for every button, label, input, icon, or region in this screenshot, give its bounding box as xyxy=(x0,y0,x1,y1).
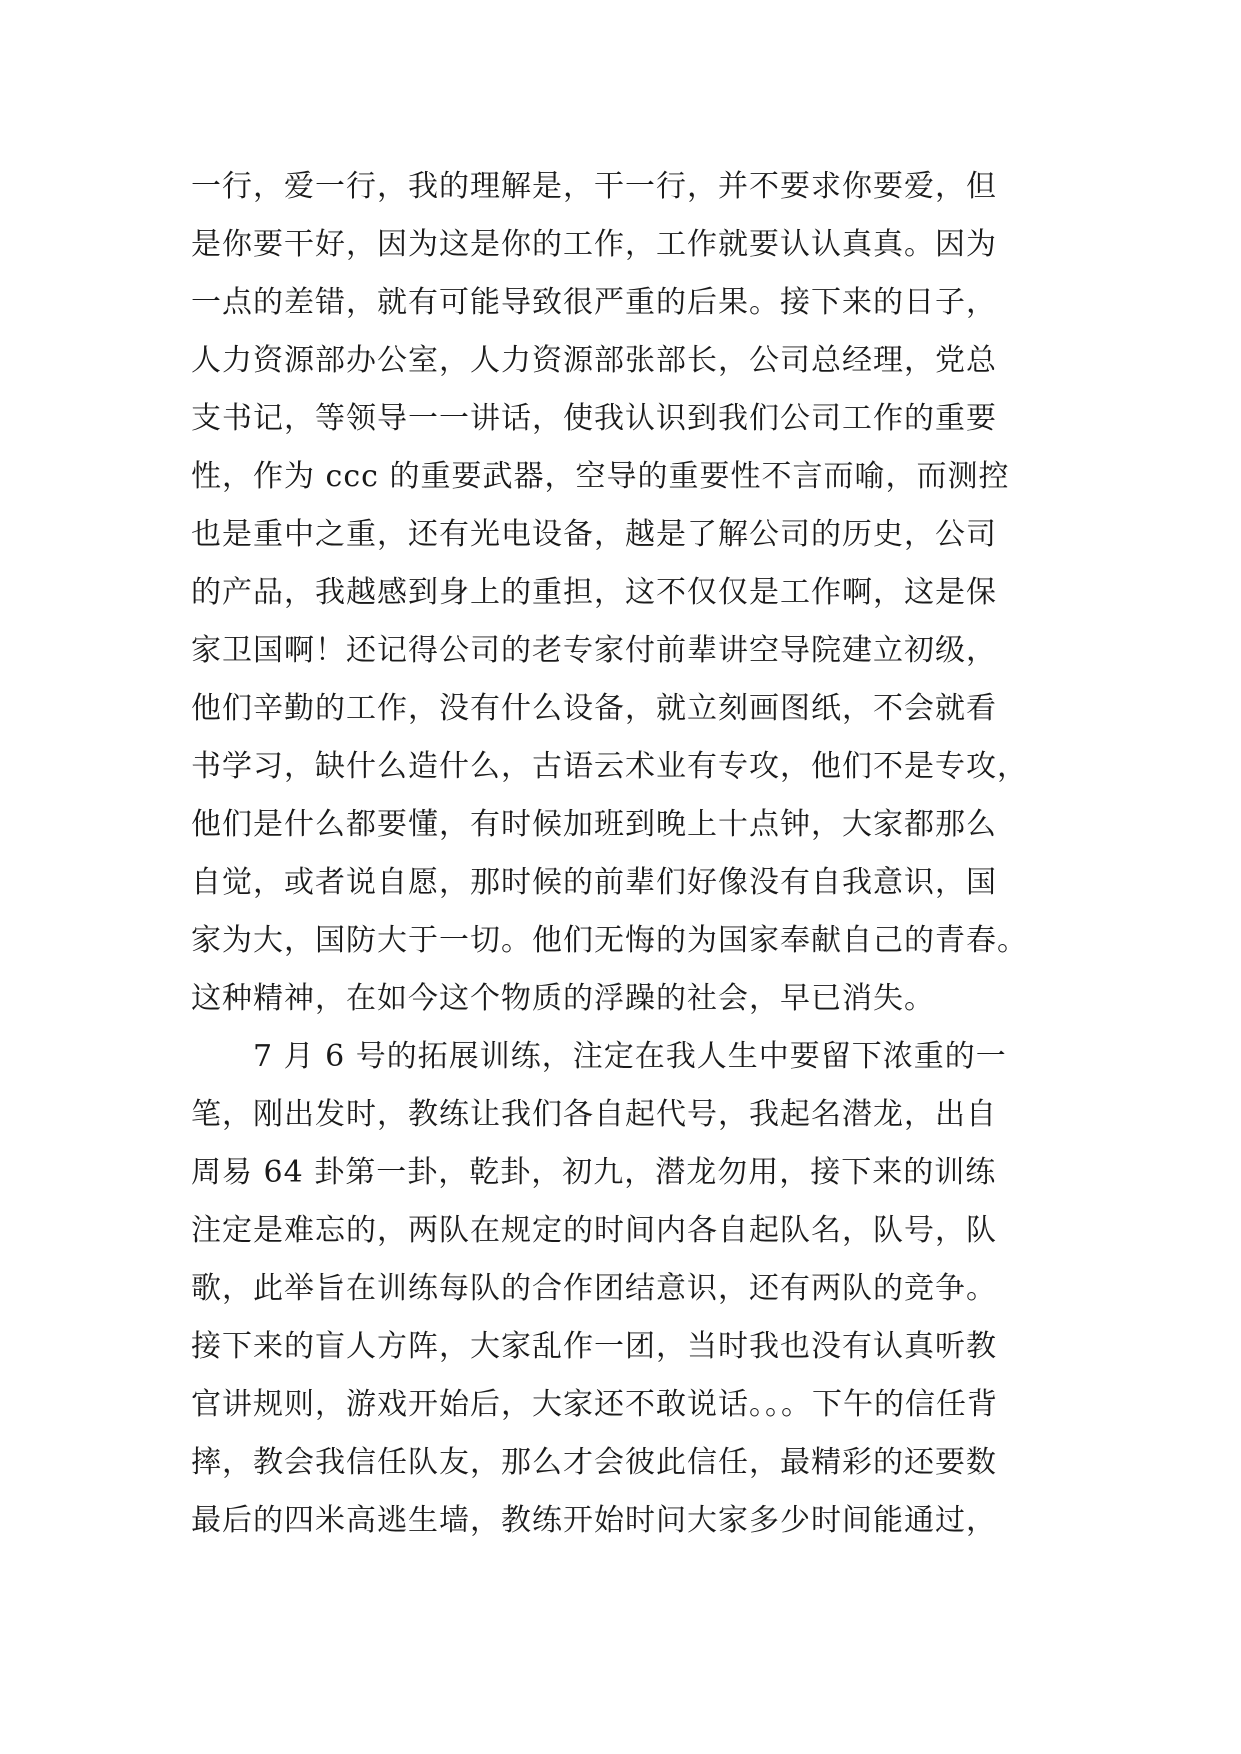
text-line: 他们是什么都要懂，有时候加班到晚上十点钟，大家都那么 xyxy=(191,807,997,842)
text-line: 官讲规则，游戏开始后，大家还不敢说话。。。下午的信任背 xyxy=(191,1387,998,1422)
text-line: 自觉，或者说自愿，那时候的前辈们好像没有自我意识，国 xyxy=(191,865,997,900)
text-line: 这种精神，在如今这个物质的浮躁的社会，早已消失。 xyxy=(191,981,935,1016)
text-line: 一行，爱一行，我的理解是，干一行，并不要求你要爱，但 xyxy=(191,169,997,204)
text-line: 笔，刚出发时，教练让我们各自起代号，我起名潜龙，出自 xyxy=(191,1097,997,1132)
text-line: 周易 64 卦第一卦，乾卦，初九，潜龙勿用，接下来的训练 xyxy=(191,1155,997,1190)
text-line: 人力资源部办公室，人力资源部张部长，公司总经理，党总 xyxy=(191,343,997,378)
document-body xyxy=(191,158,1051,1550)
paragraph-2 xyxy=(191,1028,1051,1550)
text-line: 家为大，国防大于一切。他们无悔的为国家奉献自己的青春。 xyxy=(191,923,1028,958)
text-line: 性，作为 ccc 的重要武器，空导的重要性不言而喻，而测控 xyxy=(191,459,1010,494)
text-line: 也是重中之重，还有光电设备，越是了解公司的历史，公司 xyxy=(191,517,997,552)
text-line: 7 月 6 号的拓展训练，注定在我人生中要留下浓重的一 xyxy=(253,1039,1007,1074)
text-line: 最后的四米高逃生墙，教练开始时问大家多少时间能通过， xyxy=(191,1503,997,1538)
text-line: 家卫国啊！还记得公司的老专家付前辈讲空导院建立初级， xyxy=(191,633,997,668)
text-line: 支书记，等领导一一讲话，使我认识到我们公司工作的重要 xyxy=(191,401,997,436)
text-line: 他们辛勤的工作，没有什么设备，就立刻画图纸，不会就看 xyxy=(191,691,997,726)
text-line: 一点的差错，就有可能导致很严重的后果。接下来的日子， xyxy=(191,285,997,320)
text-line: 的产品，我越感到身上的重担，这不仅仅是工作啊，这是保 xyxy=(191,575,997,610)
text-line: 是你要干好，因为这是你的工作，工作就要认认真真。因为 xyxy=(191,227,997,262)
text-line: 摔，教会我信任队友，那么才会彼此信任，最精彩的还要数 xyxy=(191,1445,997,1480)
text-line: 歌，此举旨在训练每队的合作团结意识，还有两队的竞争。 xyxy=(191,1271,997,1306)
text-line: 接下来的盲人方阵，大家乱作一团，当时我也没有认真听教 xyxy=(191,1329,997,1364)
text-line: 注定是难忘的，两队在规定的时间内各自起队名，队号，队 xyxy=(191,1213,997,1248)
paragraph-1 xyxy=(191,158,1051,1028)
text-line: 书学习，缺什么造什么，古语云术业有专攻，他们不是专攻， xyxy=(191,749,1028,784)
